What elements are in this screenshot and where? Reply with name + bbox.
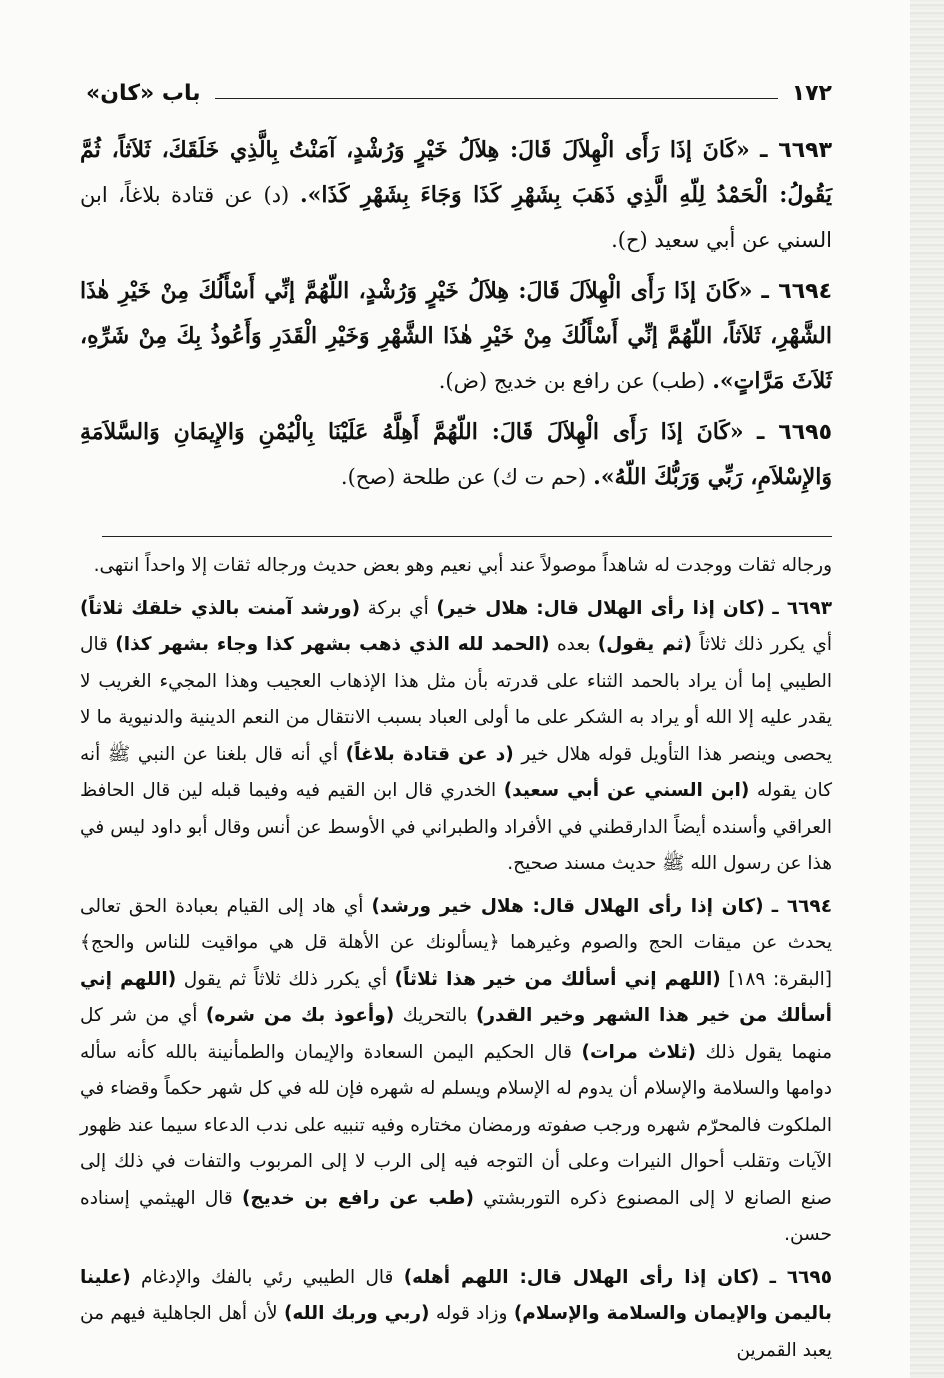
hadith-6695 — [80, 410, 832, 500]
hadith-number: ٦٦٩٥ ـ — [756, 420, 833, 445]
commentary-number: ٦٦٩٤ ـ — [771, 895, 833, 917]
hadith-number: ٦٦٩٣ ـ — [759, 138, 832, 163]
explanation-text: قال الطيبي رئي بالفك والإدغام — [130, 1266, 404, 1288]
explanation-text: أي بركة — [360, 597, 437, 619]
explanation-text: أي أنه قال بلغنا عن النبي ﷺ أنه كان يقوله — [80, 743, 832, 801]
quoted-text: (طب عن رافع بن خديج) — [241, 1187, 474, 1209]
page-number: ١٧٢ — [791, 80, 832, 106]
quoted-text: (كان إذا رأى الهلال قال: اللهم أهله) — [403, 1266, 760, 1288]
explanation-text: بعده — [549, 634, 598, 655]
quoted-text: (ابن السني عن أبي سعيد) — [503, 780, 750, 801]
page-header — [86, 78, 832, 108]
explanation-text: قال الهيثمي إسناده حسن. — [80, 1187, 832, 1245]
explanation-text: أي يكرر ذلك ثلاثاً — [692, 634, 832, 655]
hadith-number: ٦٦٩٤ ـ — [761, 279, 832, 304]
quoted-text: (وأعوذ بك من شره) — [205, 1005, 395, 1026]
explanation-text: أي هاد إلى القيام بعبادة الحق تعالى يحدث عن ميقات الحج والصوم وغيرهما ﴿يسألونك عن الأهلة قل هي مواقيت للناس والحج﴾ [البقرة: ١٨٩] — [80, 895, 833, 990]
quoted-text: (ثم يقول) — [597, 634, 692, 655]
explanation-text: قال الطيبي إما أن يراد بالحمد الثناء على قدرته بأن مثل هذا الإذهاب العجيب وهذا المجيء الغريب لا يقدر عليه إلا الله أو يراد به الشكر على ما أولى العباد بسبب الانتقال من النعم الدينية والدنيوية ما لا يحصى وينصر هذا التأويل قوله هلال خير — [80, 634, 832, 765]
hadith-section — [80, 128, 832, 506]
quoted-text: (اللهم إني أسألك من خير هذا ثلاثاً) — [394, 968, 721, 990]
explanation-text: بالتحريك — [394, 1005, 476, 1026]
hadith-source: (حم ت ك) عن طلحة (صح). — [340, 465, 587, 489]
explanation-text: لأن أهل الجاهلية فيهم من يعبد القمرين — [80, 1303, 832, 1361]
hadith-text: «كَانَ إذَا رَأَى الْهِلاَلَ قَالَ: اللّهُمَّ أَهِلَّهُ عَلَيْنَا بِالْيُمْنِ وَالإِيمَانِ وَالسَّلاَمَةِ وَالإِسْلاَمِ، رَبِّي وَرَبُّكَ اللّهُ». — [80, 419, 832, 490]
explanation-text: الخدري قال ابن القيم فيه وفيما قبله لين قال الحافظ العراقي وأسنده أيضاً الدارقطني في الأفراد والطبراني في الأوسط عن أنس وقال أبو داود ليس في هذا عن رسول الله ﷺ حديث مسند صحيح. — [80, 780, 832, 874]
commentary-intro: ورجاله ثقات ووجدت له شاهداً موصولاً عند أبي نعيم وهو بعض حديث ورجاله ثقات إلا واحداً انتهى. — [93, 555, 832, 576]
hadith-source: (د) عن قتادة بلاغاً، ابن السني عن أبي سعيد (ح). — [80, 183, 832, 252]
commentary-6695 — [80, 1260, 832, 1370]
hadith-6693 — [80, 128, 832, 263]
commentary-section — [80, 548, 832, 1375]
hadith-6694 — [80, 269, 832, 404]
commentary-number: ٦٦٩٣ ـ — [772, 597, 832, 619]
footnote-separator — [102, 536, 832, 537]
quoted-text: (كان إذا رأى الهلال قال: هلال خير) — [436, 597, 765, 619]
quoted-text: (ورشد آمنت بالذي خلقك ثلاثاً) — [80, 597, 361, 619]
quoted-text: (الحمد لله الذي ذهب بشهر كذا وجاء بشهر كذا) — [115, 634, 550, 655]
explanation-text: أي من شر كل منهما يقول ذلك — [80, 1005, 832, 1063]
explanation-text: وزاد قوله — [429, 1303, 514, 1324]
quoted-text: (علينا باليمن والإيمان والسلامة والإسلام) — [80, 1266, 832, 1324]
quoted-text: (ربي وربك الله) — [283, 1303, 430, 1324]
quoted-text: (د عن قتادة بلاغاً) — [345, 743, 514, 765]
chapter-title: باب «كان» — [86, 80, 201, 106]
hadith-text: «كَانَ إذَا رَأَى الْهِلاَلَ قَالَ: هِلاَلُ خَيْرٍ وَرُشْدٍ، آمَنْتُ بِالَّذِي خَلَقَكَ، ثَلاَثاً، ثُمَّ يَقُولُ: الْحَمْدُ لِلّهِ الَّذِي ذَهَبَ بِشَهْرِ كَذَا وَجَاءَ بِشَهْرِ كَذَا». — [80, 137, 833, 208]
quoted-text: (ثلاث مرات) — [581, 1041, 696, 1063]
quoted-text: (كان إذا رأى الهلال قال: هلال خير ورشد) — [371, 895, 764, 917]
hadith-text: «كَانَ إذَا رَأَى الْهِلاَلَ قَالَ: هِلاَلُ خَيْرٍ وَرُشْدٍ، اللّهُمَّ إنِّي أَسْأَلُكَ مِنْ خَيْرِ هٰذَا الشَّهْرِ، ثَلاَثاً، اللّهُمَّ إنِّي أَسْأَلُكَ مِنْ خَيْرِ هٰذَا الشَّهْرِ وَخَيْرِ الْقَدَرِ وَأَعُوذُ بِكَ مِنْ شَرِّهِ، ثَلاَثَ مَرَّاتٍ». — [80, 278, 832, 394]
explanation-text: قال الحكيم اليمن السعادة والإيمان والطمأنينة بالله كأنه سأله دوامها والسلامة والإسلام أن يدوم له الإسلام ويسلم له شهره فإن لله في كل شهر حكماً وقضاء في الملكوت فالمحرّم شهره ورجب صفوته ورمضان مختاره وفيه تنبيه على ندب الدعاء سيما عند ظهور الآيات وتقلب أحوال النيرات وعلى أن التوجه فيه إلى الرب لا إلى المربوب والتفات في ذلك إلى صنع الصانع لا إلى المصنوع ذكره التوربشتي — [80, 1041, 832, 1209]
hadith-source: (طب) عن رافع بن خديج (ض). — [438, 369, 706, 393]
commentary-6693 — [80, 591, 832, 883]
explanation-text: أي يكرر ذلك ثلاثاً ثم يقول — [176, 968, 395, 990]
quoted-text: (اللهم إني أسألك من خير هذا الشهر وخير القدر) — [80, 968, 832, 1026]
scan-edge — [910, 0, 944, 1378]
commentary-number: ٦٦٩٥ ـ — [769, 1266, 832, 1288]
header-rule — [215, 98, 778, 99]
commentary-6694 — [80, 889, 832, 1254]
